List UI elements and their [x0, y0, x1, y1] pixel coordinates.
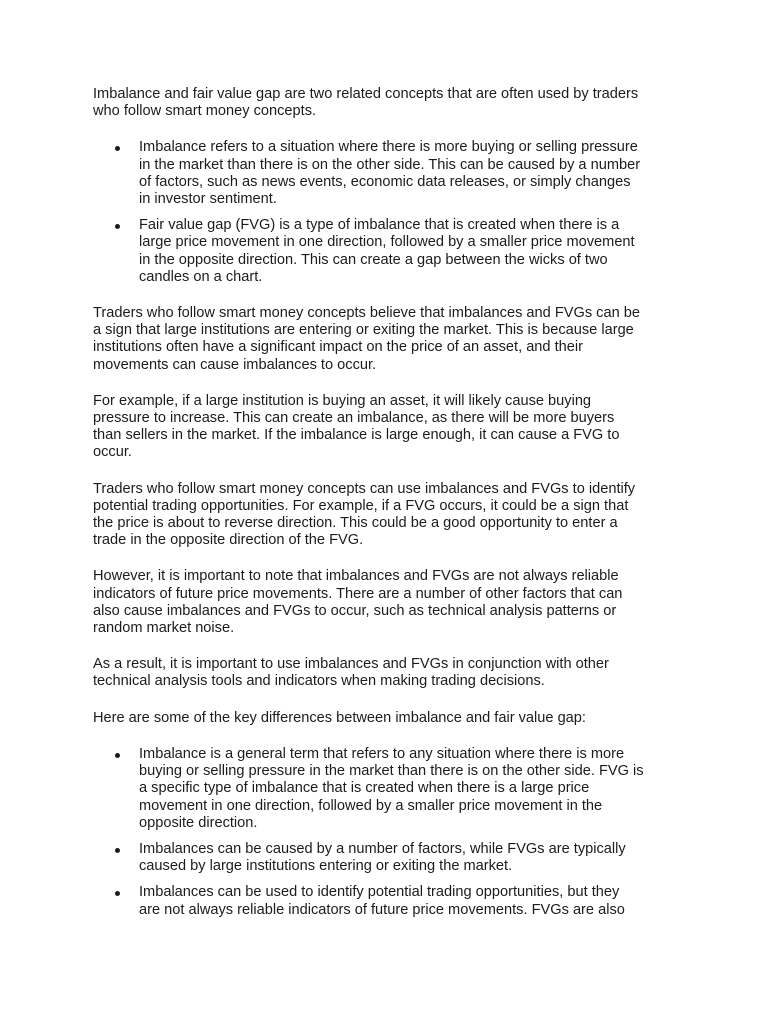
text-line: Fair value gap (FVG) is a type of imbalance that is created when there is a [139, 217, 620, 234]
text-line: movement in one direction, followed by a smaller price movement in the [139, 797, 603, 814]
text-line: trade in the opposite direction of the FVG. [93, 532, 364, 549]
however-paragraph [93, 568, 683, 637]
list-item-causes [93, 841, 683, 875]
bullet-icon [115, 848, 120, 853]
text-line: pressure to increase. This can create an imbalance, as there will be more buyers [93, 410, 615, 427]
text-line: movements can cause imbalances to occur. [93, 356, 377, 373]
text-line: in the market than there is on the other side. This can be caused by a number [139, 156, 641, 173]
bullet-icon [115, 146, 120, 151]
text-line: For example, if a large institution is buying an asset, it will likely cause buying [93, 392, 592, 409]
list-item-uses [93, 884, 683, 918]
text-line: Here are some of the key differences between imbalance and fair value gap: [93, 709, 586, 726]
text-line: occur. [93, 444, 132, 461]
text-line: technical analysis tools and indicators when making trading decisions. [93, 673, 545, 690]
text-line: random market noise. [93, 620, 235, 637]
text-line: buying or selling pressure in the market than there is on the other side. FVG is [139, 763, 644, 780]
result-paragraph [93, 656, 683, 690]
text-line: Imbalances can be caused by a number of factors, while FVGs are typically [139, 840, 626, 857]
text-line: in investor sentiment. [139, 191, 277, 208]
text-line: who follow smart money concepts. [93, 103, 317, 120]
text-line: institutions often have a significant impact on the price of an asset, and their [93, 339, 583, 356]
text-line: in the opposite direction. This can create a gap between the wicks of two [139, 251, 608, 268]
list-item-fvg-definition [93, 217, 683, 286]
list-item-imbalance-definition [93, 139, 683, 208]
text-line: the price is about to reverse direction. This could be a good opportunity to enter a [93, 515, 618, 532]
list-item-general-vs-specific [93, 746, 683, 832]
text-line: a specific type of imbalance that is created when there is a large price [139, 780, 590, 797]
text-line: candles on a chart. [139, 268, 263, 285]
differences-intro-paragraph [93, 710, 683, 727]
trading-paragraph [93, 481, 683, 550]
text-line: large price movement in one direction, followed by a smaller price movement [139, 234, 635, 251]
intro-paragraph [93, 86, 683, 120]
text-line: Imbalance and fair value gap are two related concepts that are often used by traders [93, 86, 639, 102]
text-line: caused by large institutions entering or exiting the market. [139, 858, 513, 875]
example-paragraph [93, 393, 683, 462]
text-line: a sign that large institutions are entering or exiting the market. This is because large [93, 322, 634, 339]
differences-list [93, 746, 683, 919]
text-line: Imbalances can be used to identify potential trading opportunities, but they [139, 884, 620, 901]
bullet-icon [115, 224, 120, 229]
bullet-icon [115, 891, 120, 896]
text-line: potential trading opportunities. For example, if a FVG occurs, it could be a sign that [93, 497, 629, 514]
text-line: indicators of future price movements. There are a number of other factors that can [93, 585, 623, 602]
text-line: opposite direction. [139, 814, 258, 831]
bullet-icon [115, 753, 120, 758]
text-line: also cause imbalances and FVGs to occur, such as technical analysis patterns or [93, 602, 617, 619]
text-line: Imbalance refers to a situation where there is more buying or selling pressure [139, 139, 638, 156]
text-line: of factors, such as news events, economic data releases, or simply changes [139, 173, 631, 190]
text-line: are not always reliable indicators of future price movements. FVGs are also [139, 901, 625, 918]
text-line: Traders who follow smart money concepts can use imbalances and FVGs to identify [93, 480, 636, 497]
text-line: As a result, it is important to use imbalances and FVGs in conjunction with other [93, 656, 609, 673]
document-body [93, 86, 683, 938]
text-line: Imbalance is a general term that refers to any situation where there is more [139, 745, 625, 762]
text-line: However, it is important to note that imbalances and FVGs are not always reliable [93, 568, 619, 585]
definitions-list [93, 139, 683, 286]
text-line: than sellers in the market. If the imbalance is large enough, it can cause a FVG to [93, 427, 620, 444]
institutions-paragraph [93, 305, 683, 374]
text-line: Traders who follow smart money concepts believe that imbalances and FVGs can be [93, 305, 640, 322]
